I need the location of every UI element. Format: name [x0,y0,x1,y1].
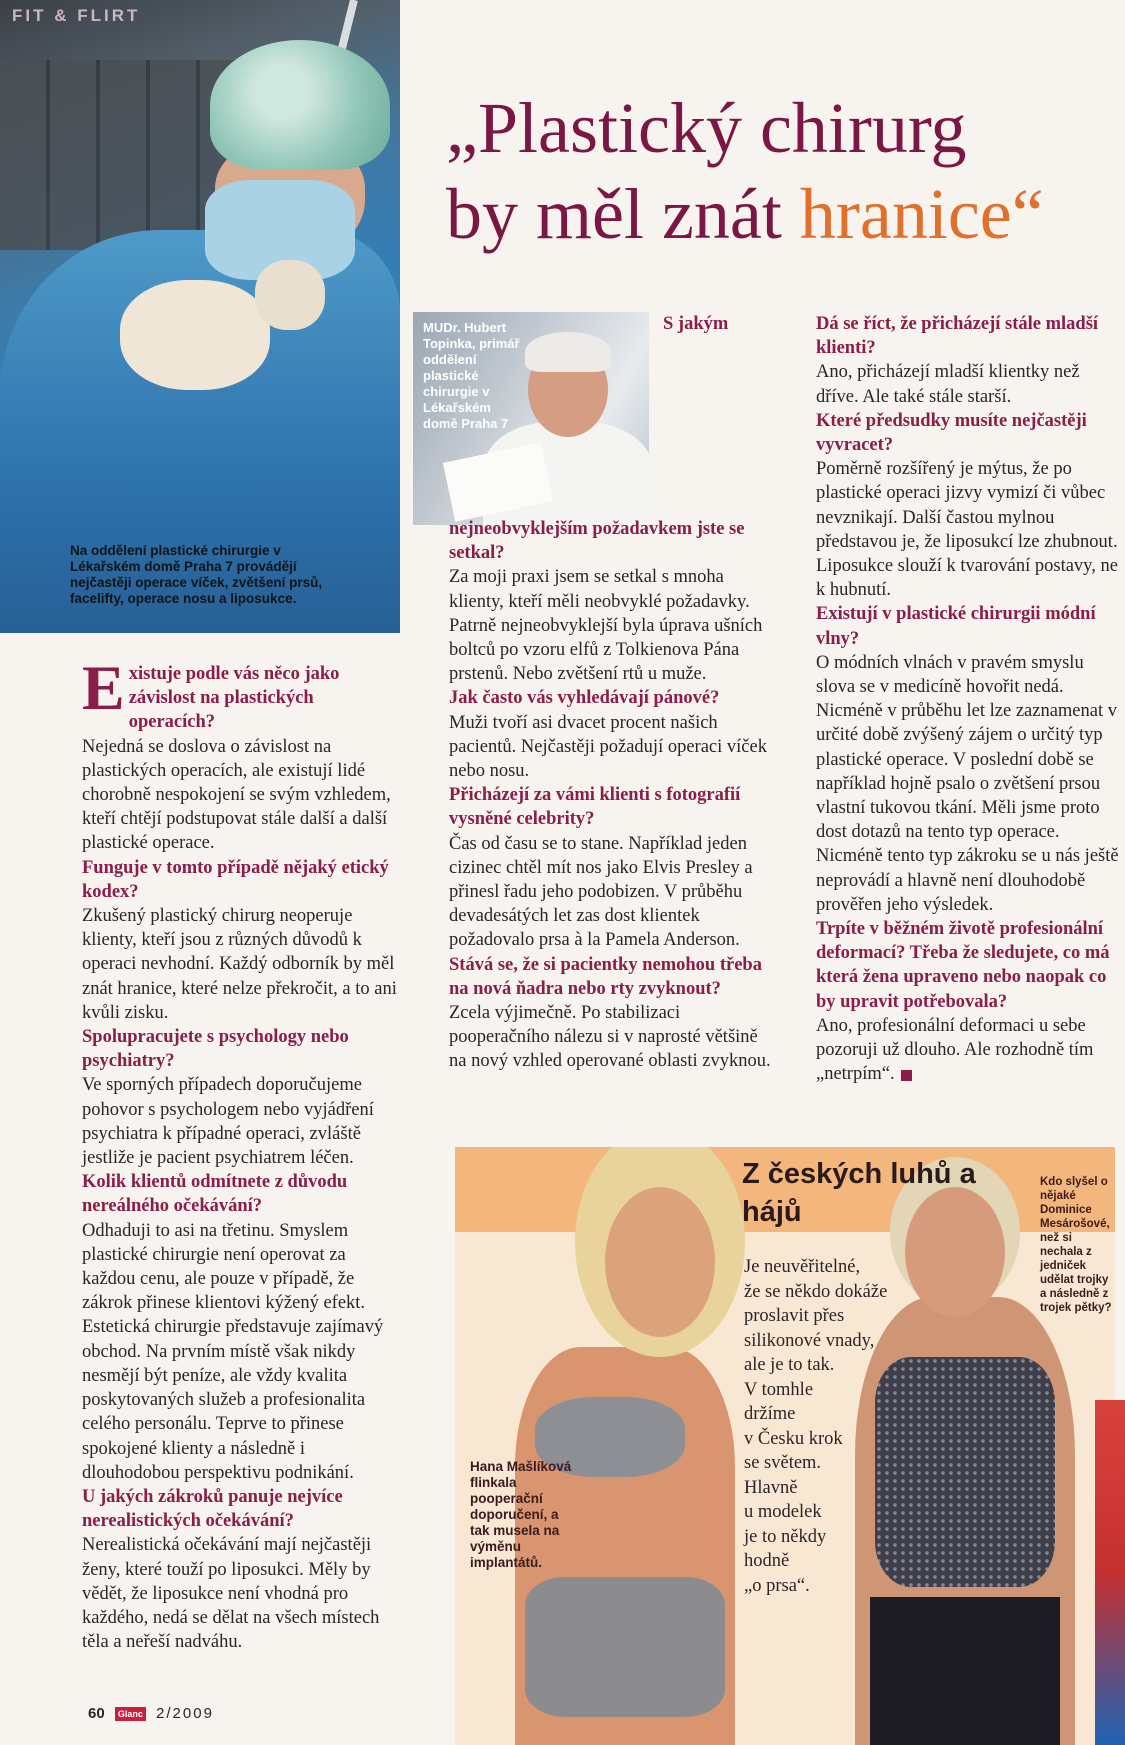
promo-text-line: „o prsa“. [744,1575,810,1596]
article-column-3 [816,312,1121,1087]
question: Kolik klientů odmítnete z důvodu nereálného očekávání? [82,1172,348,1217]
article-column-1 [82,652,402,1654]
answer: Nejedná se doslova o závislost na plastických operacích, ale existují lidé chorobně nespokojení se svým vzhledem, kteří chtějí podstupovat stále další a další plastické operace. [82,736,391,854]
section-tag: FIT & FLIRT [12,6,141,25]
question: Jak často vás vyhledávají pánové? [449,688,720,709]
photo-surgeon-glove [120,280,270,390]
promo-title: Z českých luhů a hájů [742,1158,976,1228]
question: Které předsudky musíte nejčastěji vyvracet? [816,410,1087,456]
drop-cap: E [82,652,125,723]
answer: Zkušený plastický chirurg neoperuje klienty, kteří jsou z různých důvodů k operaci nevhodní. Každý odborník by měl znát hranice, které nelze překročit, a to ani kvůli zisku. [82,906,397,1023]
article-headline [446,85,1044,257]
promo-text-line: silikonové vnady, [744,1330,875,1351]
answer: O módních vlnách v pravém smyslu slova se v medicíně hovořit nedá. Nicméně v průběhu let lze zaznamenat v určité době zvýšený zájem o určitý typ plastické operace. V poslední době se například hojně psalo o zvětšení prsou vlastní tukovou tkání. Měli jsme proto dost dotazů na tento typ operace. Nicméně tento typ zákroku se u nás ještě neprovádí a hlavně není dlouhodobě prověřen jeho výsledek. [816,652,1119,915]
end-mark-icon [901,1070,912,1081]
promo-text-line: ale je to tak. [744,1355,835,1375]
answer: Nerealistická očekávání mají nejčastěji ženy, které touží po liposukci. Měly by vědět, že liposukce není vhodná pro každého, nedá se dělat na všech místech těla a neřeší nadváhu. [82,1535,380,1653]
answer: Ano, přicházejí mladší klientky než dříve. Ale také stále starší. [816,362,1080,407]
question [82,652,402,735]
page-edge-strip [1095,1400,1125,1745]
question: S jakým nejneobvyklejším požadavkem jste se setkal? [449,314,745,564]
promo-box [455,1147,1115,1745]
answer: Za moji praxi jsem se setkal s mnoha klienty, kteří měli neobvyklé požadavky. Patrně nejneobvyklejší byla úprava ušních boltců po vzoru elfů z Tolkienova Pána prstenů. Nebo zvětšení rtů u muže. [449,567,763,685]
headline-line-1: „Plastický chirurg [446,88,967,168]
promo-text-line: se světem. [744,1453,822,1473]
answer [816,1014,1121,1087]
page-number: 60 [88,1705,105,1722]
surgery-photo [0,0,400,633]
promo-text-line: v Česku krok [744,1428,843,1449]
magazine-logo: Glanc [115,1707,146,1721]
question: Přicházejí za vámi klienti s fotografií vysněné celebrity? [449,785,741,830]
photo-shorts [525,1577,725,1717]
promo-text-line: že se někdo dokáže [744,1281,888,1302]
answer: Ve sporných případech doporučujeme pohovor s psychologem nebo vyjádření psychiatra k případné operaci, zvláště jestliže je pacient psychiatrem léčen. [82,1075,374,1169]
promo-text-line: Hlavně [744,1477,798,1498]
photo-surgeon-cap [210,40,390,170]
promo-caption-right: Kdo slyšel o nějaké Dominice Mesárošové, než si nechala z jedniček udělat trojky a následně z trojek pětky? [1040,1176,1112,1314]
promo-caption-left: Hana Mašlíková flinkala pooperační doporučení, a tak musela na výměnu implantátů. [470,1459,572,1570]
answer: Zcela výjimečně. Po stabilizaci pooperačního nálezu si v naprosté většině na nový vzhled operované oblasti zvyknou. [449,1003,771,1072]
surgery-photo-caption: Na oddělení plastické chirurgie v Lékařském domě Praha 7 provádějí nejčastěji operace víček, zvětšení prsů, facelifty, operace nosu a liposukce. [70,543,323,606]
headline-line-2 [446,171,1044,257]
promo-text [744,1255,944,1598]
headline-line-2-start: by měl znát [446,174,800,254]
answer: Poměrně rozšířený je mýtus, že po plastické operaci jizvy vymizí či vůbec nevznikají. Další častou mylnou představou je, že liposukcí lze zhubnout. Liposukce slouží k tvarování postavy, ne k hubnutí. [816,459,1118,601]
promo-text-line: V tomhle [744,1379,814,1400]
answer: Odhaduji to asi na třetinu. Smyslem plastické chirurgie není operovat za každou cenu, ale pouze v případě, že zákrok přinese klientovi kýžený efekt. Estetická chirurgie představuje zajímavý obchod. Na prvním místě však nikdy nesmějí být peníze, ale vždy kvalita poskytovaných služeb a profesionalita celého personálu. Teprve to přinese spokojené klienty a následně i dlouhodobou perspektivu podnikání. [82,1220,384,1483]
question: Existují v plastické chirurgii módní vlny? [816,604,1096,649]
issue-number: 2/2009 [156,1705,214,1722]
question-text: xistuje podle vás něco jako závislost na plastických operacích? [128,664,340,733]
doctor-photo-caption: MUDr. Hubert Topinka, primář oddělení plastické chirurgie v Lékařském domě Praha 7 [423,320,520,431]
promo-text-line: držíme [744,1404,796,1424]
answer-text: Ano, profesionální deformaci u sebe pozoruji už dlouho. Ale rozhodně tím „netrpím“. [816,1015,1094,1085]
photo-spacer [449,312,663,517]
question: Stává se, že si pacientky nemohou třeba na nová ňadra nebo rty zvyknout? [449,954,762,999]
question: Dá se říct, že přicházejí stále mladší klienti? [816,314,1099,359]
headline-line-2-end: hranice“ [799,174,1044,254]
promo-text-line: Je neuvěřitelné, [744,1257,861,1277]
question: Funguje v tomto případě nějaký etický kodex? [82,857,389,902]
photo-skirt [870,1597,1060,1745]
promo-text-line: je to někdy [744,1526,827,1547]
answer: Čas od času se to stane. Například jeden cizinec chtěl mít nos jako Elvis Presley a přinesl řadu jeho podobizen. V průběhu devadesátých let zas dost klientek požadovalo prsa à la Pamela Anderson. [449,833,753,951]
answer: Muži tvoří asi dvacet procent našich pacientů. Nejčastěji požadují operaci víček nebo nosu. [449,712,767,782]
promo-text-line: hodně [744,1551,790,1571]
photo-surgeon-glove [255,260,325,330]
question: Spolupracujete s psychology nebo psychiatry? [82,1027,349,1072]
article-column-2 [449,312,779,1074]
question: U jakých zákroků panuje nejvíce nerealistických očekávání? [82,1486,343,1532]
page-footer [88,1705,214,1722]
question: Trpíte v běžném životě profesionální deformací? Třeba že sledujete, co má která žena upraveno nebo naopak co by upravit potřebovala? [816,919,1110,1012]
photo-face [605,1187,715,1337]
promo-text-line: proslavit přes [744,1306,845,1326]
photo-hana-maslikova [455,1147,745,1745]
promo-text-line: u modelek [744,1502,822,1522]
